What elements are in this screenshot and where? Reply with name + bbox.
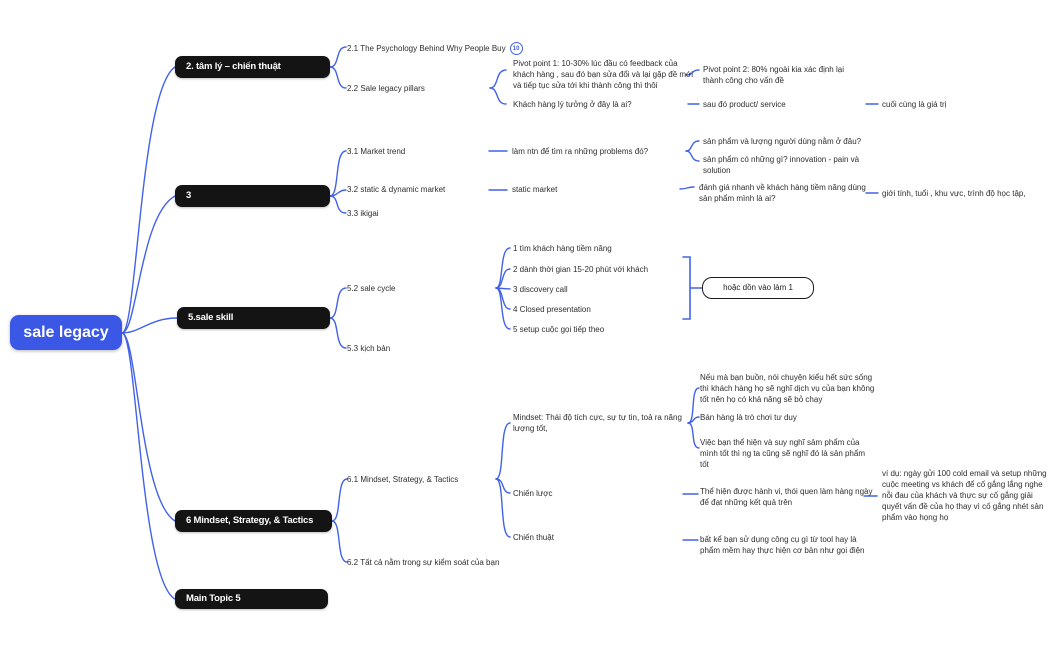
node-san-pham-innovation[interactable]: sản phẩm có những gì? innovation - pain và solution xyxy=(703,155,860,175)
node-the-hien-hanh-vi[interactable]: Thể hiện được hành vi, thói quen làm hàng ngày để đạt những kết quả trên xyxy=(700,487,873,507)
connector xyxy=(330,151,346,196)
node-neu-ma-ban-buon[interactable]: Nếu mà bạn buồn, nói chuyện kiểu hết sức sống thì khách hàng họ sẽ nghĩ dịch vụ của bạn không tốt nên họ có khả năng sẽ bỏ chạy xyxy=(700,373,875,404)
subtopic-3-3[interactable]: 3.3 ikigai xyxy=(347,209,379,218)
node-san-pham-luong-nguoi-dung[interactable]: sản phẩm và lượng người dùng nằm ở đâu? xyxy=(703,137,862,146)
connector xyxy=(330,196,346,213)
connector xyxy=(686,151,699,161)
node-mindset[interactable]: Mindset: Thái độ tích cực, sự tự tin, toả ra năng lượng tốt, xyxy=(513,413,682,433)
node-viec-ban-the-hien[interactable]: Việc bạn thể hiện và suy nghĩ sảm phẩm của mình tốt thì ng ta cũng sẽ nghĩ đó là sản phẩm tốt xyxy=(700,438,865,469)
connector xyxy=(496,248,510,288)
connector xyxy=(496,479,510,537)
connector-root-branch3 xyxy=(122,318,177,333)
connector xyxy=(490,70,506,88)
connector xyxy=(496,288,510,309)
connector xyxy=(330,47,346,67)
subtopic-2-2[interactable]: 2.2 Sale legacy pillars xyxy=(347,84,425,93)
badge-10-icon[interactable]: 10 xyxy=(510,42,523,55)
connector xyxy=(496,479,510,493)
node-pivot-point-2[interactable]: Pivot point 2: 80% ngoài kia xác định lại thành công cho vấn đề xyxy=(703,65,844,85)
topic-mindset-strategy-tactics[interactable]: 6 Mindset, Strategy, & Tactics xyxy=(175,510,332,532)
node-khach-hang-ly-tuong[interactable]: Khách hàng lý tưởng ở đây là ai? xyxy=(513,100,632,109)
connector xyxy=(332,521,347,562)
connector-root-branch2 xyxy=(122,196,175,333)
topic-3[interactable]: 3 xyxy=(175,185,330,207)
node-sale-cycle-3[interactable]: 3 discovery call xyxy=(513,285,568,294)
node-sale-cycle-5[interactable]: 5 setup cuộc gọi tiếp theo xyxy=(513,325,605,334)
node-sale-cycle-4[interactable]: 4 Closed presentation xyxy=(513,305,591,314)
topic-tam-ly-chien-thuat[interactable]: 2. tâm lý – chiến thuật xyxy=(175,56,330,78)
node-vi-du-cold-email[interactable]: ví dụ: ngày gửi 100 cold email và setup những cuộc meeting vs khách để cố gắng lắng nghe nỗi đau của khách và thực sự cố gắng giải quyết vấn đề của họ thay vì cố gắng nhét sản phẩm vào họng họ xyxy=(882,469,1047,522)
connector xyxy=(330,318,346,348)
connector xyxy=(496,269,510,288)
subtopic-2-1-label: 2.1 The Psychology Behind Why People Buy xyxy=(347,44,506,53)
summary-bracket xyxy=(683,257,690,319)
root-node[interactable]: sale legacy xyxy=(10,315,122,350)
subtopic-3-2[interactable]: 3.2 static & dynamic market xyxy=(347,185,446,194)
subtopic-3-1[interactable]: 3.1 Market trend xyxy=(347,147,406,156)
subtopic-2-1[interactable] xyxy=(347,42,523,55)
connector xyxy=(330,67,346,88)
connector xyxy=(496,288,510,289)
topic-sale-skill[interactable]: 5.sale skill xyxy=(177,307,330,329)
connector xyxy=(496,288,510,329)
subtopic-6-1[interactable]: 6.1 Mindset, Strategy, & Tactics xyxy=(347,475,459,484)
topic-main-topic-5[interactable]: Main Topic 5 xyxy=(175,589,328,609)
node-sau-do-product-service[interactable]: sau đó product/ service xyxy=(703,100,786,109)
node-ban-hang-tro-choi-tu-duy[interactable]: Bán hàng là trò chơi tư duy xyxy=(700,413,797,422)
connector xyxy=(490,88,506,104)
node-cuoi-cung-gia-tri[interactable]: cuối cùng là giá trị xyxy=(882,100,947,109)
node-chien-luoc[interactable]: Chiến lược xyxy=(513,489,553,498)
connector xyxy=(680,187,694,189)
subtopic-5-2[interactable]: 5.2 sale cycle xyxy=(347,284,396,293)
node-danh-gia-nhanh[interactable]: đánh giá nhanh về khách hàng tiềm năng dùng sản phẩm mình là ai? xyxy=(699,183,866,203)
connector xyxy=(330,288,346,318)
connector-root-branch4 xyxy=(122,333,175,521)
node-bat-ke-cong-cu[interactable]: bất kể bạn sử dụng công cụ gì từ tool hay là phẩm mềm hay thực hiện cơ bản như gọi điện xyxy=(700,535,865,555)
node-gioi-tinh-tuoi[interactable]: giới tính, tuổi , khu vực, trình độ học tập, xyxy=(882,189,1026,198)
connector xyxy=(496,423,510,479)
subtopic-6-2[interactable]: 6.2 Tất cả nằm trong sự kiểm soát của bạn xyxy=(347,558,500,567)
summary-node-hoac-don-vao-lam-1[interactable]: hoặc dồn vào làm 1 xyxy=(702,277,814,299)
connector-root-branch1 xyxy=(122,67,175,333)
connector xyxy=(686,141,699,151)
subtopic-5-3[interactable]: 5.3 kịch bản xyxy=(347,344,391,353)
connector xyxy=(330,190,346,196)
node-static-market[interactable]: static market xyxy=(512,185,558,194)
node-lam-ntn-problems[interactable]: làm ntn để tìm ra những problems đó? xyxy=(512,147,649,156)
node-chien-thuat[interactable]: Chiến thuật xyxy=(513,533,554,542)
connector-root-branch5 xyxy=(122,333,175,599)
node-sale-cycle-2[interactable]: 2 dành thời gian 15-20 phút với khách xyxy=(513,265,649,274)
node-sale-cycle-1[interactable]: 1 tìm khách hàng tiềm năng xyxy=(513,244,612,253)
connector xyxy=(332,479,347,521)
node-pivot-point-1[interactable]: Pivot point 1: 10-30% lúc đầu có feedback của khách hàng , sau đó bạn sửa đổi và lại gặp đề mới và tiếp tục sửa tới khi thành công thì thôi xyxy=(513,59,694,90)
